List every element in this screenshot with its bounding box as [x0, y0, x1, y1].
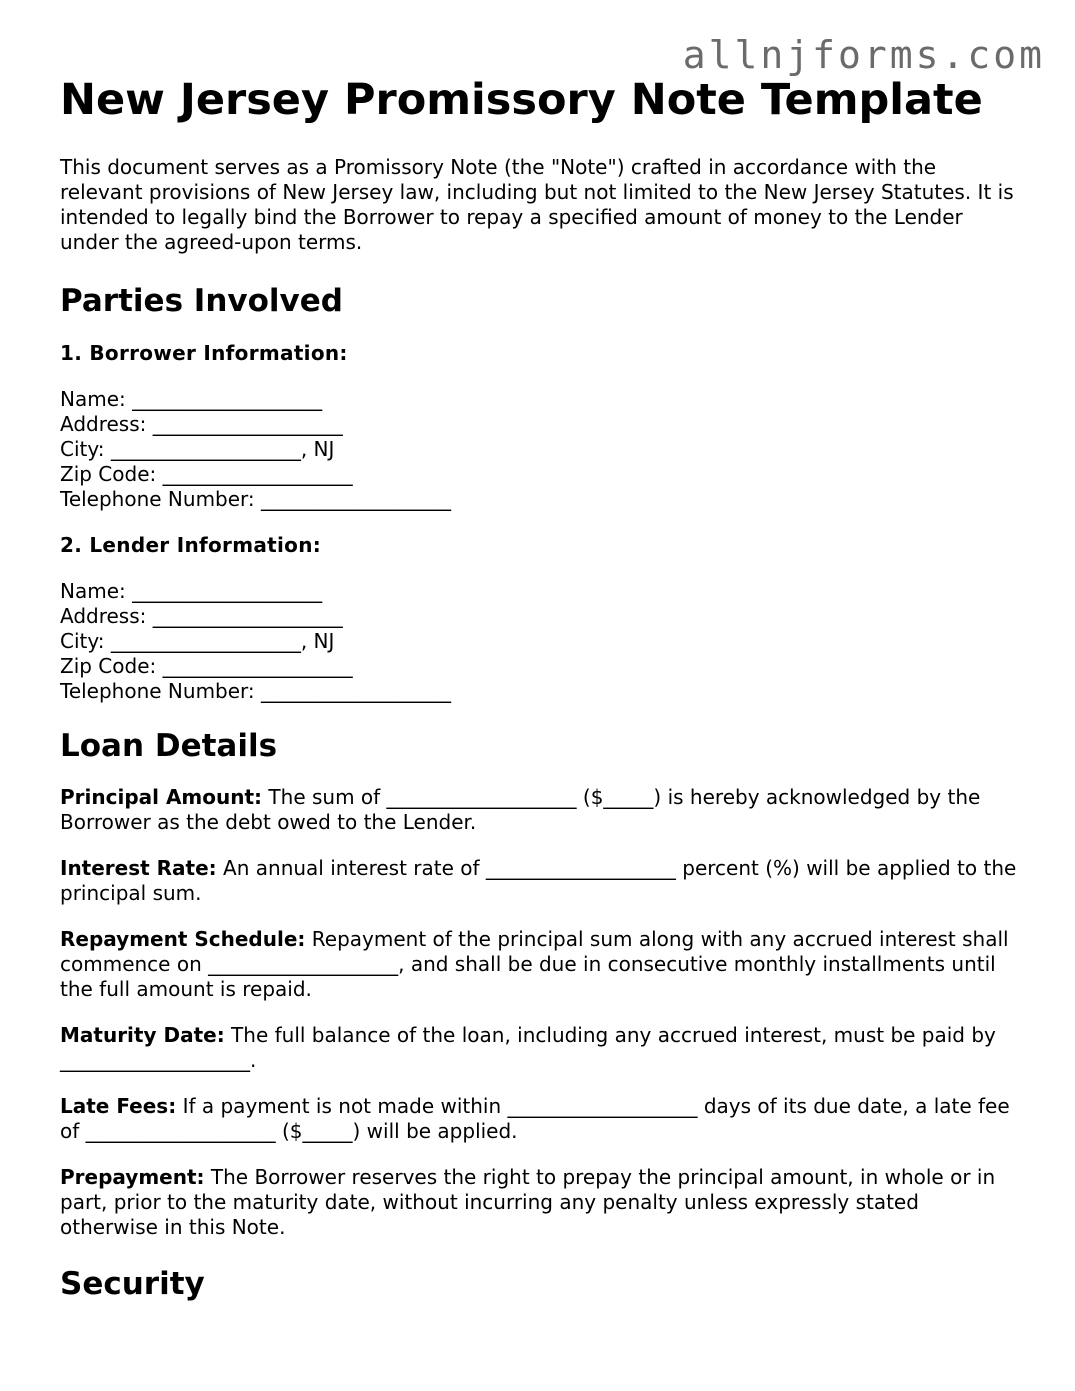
late-fees-text: If a payment is not made within ___________________ days of its due date, a late fee of ___________________ ($_____) will be applied.	[60, 1094, 1010, 1143]
repayment-schedule-label: Repayment Schedule:	[60, 927, 306, 951]
borrower-city-field[interactable]: City: ___________________, NJ	[60, 437, 335, 461]
borrower-heading: 1. Borrower Information:	[60, 341, 348, 365]
lender-name-field[interactable]: Name: ___________________	[60, 579, 323, 603]
borrower-phone-field[interactable]: Telephone Number: ___________________	[60, 487, 452, 511]
lender-city-field[interactable]: City: ___________________, NJ	[60, 629, 335, 653]
late-fees-label: Late Fees:	[60, 1094, 177, 1118]
lender-heading: 2. Lender Information:	[60, 533, 322, 557]
maturity-date-text: The full balance of the loan, including any accrued interest, must be paid by ___________________.	[60, 1023, 996, 1072]
maturity-date-label: Maturity Date:	[60, 1023, 225, 1047]
lender-phone-field[interactable]: Telephone Number: ___________________	[60, 679, 452, 703]
principal-amount-paragraph	[60, 785, 1020, 835]
lender-address-field[interactable]: Address: ___________________	[60, 604, 343, 628]
prepayment-text: The Borrower reserves the right to prepay the principal amount, in whole or in part, prior to the maturity date, without incurring any penalty unless expressly stated otherwise in this Note.	[60, 1165, 996, 1239]
borrower-address-field[interactable]: Address: ___________________	[60, 412, 343, 436]
borrower-fields	[60, 387, 1020, 512]
document-body	[60, 155, 1020, 1302]
repayment-schedule-text: Repayment of the principal sum along with any accrued interest shall commence on ___________________, and shall be due in consecutive monthly installments until the full amount is repaid.	[60, 927, 1009, 1001]
watermark: allnjforms.com	[682, 33, 1045, 77]
intro-paragraph: This document serves as a Promissory Note (the "Note") crafted in accordance with the relevant provisions of New Jersey law, including but not limited to the New Jersey Statutes. It is intended to legally bind the Borrower to repay a specified amount of money to the Lender under the agreed-upon terms.	[60, 155, 1014, 254]
prepayment-label: Prepayment:	[60, 1165, 205, 1189]
loan-details-heading: Loan Details	[60, 728, 278, 764]
interest-rate-label: Interest Rate:	[60, 856, 217, 880]
prepayment-paragraph	[60, 1165, 1020, 1240]
borrower-name-field[interactable]: Name: ___________________	[60, 387, 323, 411]
repayment-schedule-paragraph	[60, 927, 1020, 1002]
interest-rate-text: An annual interest rate of ___________________ percent (%) will be applied to the principal sum.	[60, 856, 1017, 905]
principal-amount-text: The sum of ___________________ ($_____) is hereby acknowledged by the Borrower as the debt owed to the Lender.	[60, 785, 981, 834]
lender-zip-field[interactable]: Zip Code: ___________________	[60, 654, 353, 678]
document-title: New Jersey Promissory Note Template	[60, 75, 983, 125]
maturity-date-paragraph	[60, 1023, 1020, 1073]
late-fees-paragraph	[60, 1094, 1020, 1144]
security-heading: Security	[60, 1266, 205, 1302]
interest-rate-paragraph	[60, 856, 1020, 906]
principal-amount-label: Principal Amount:	[60, 785, 263, 809]
borrower-zip-field[interactable]: Zip Code: ___________________	[60, 462, 353, 486]
parties-heading: Parties Involved	[60, 283, 343, 319]
lender-fields	[60, 579, 1020, 704]
